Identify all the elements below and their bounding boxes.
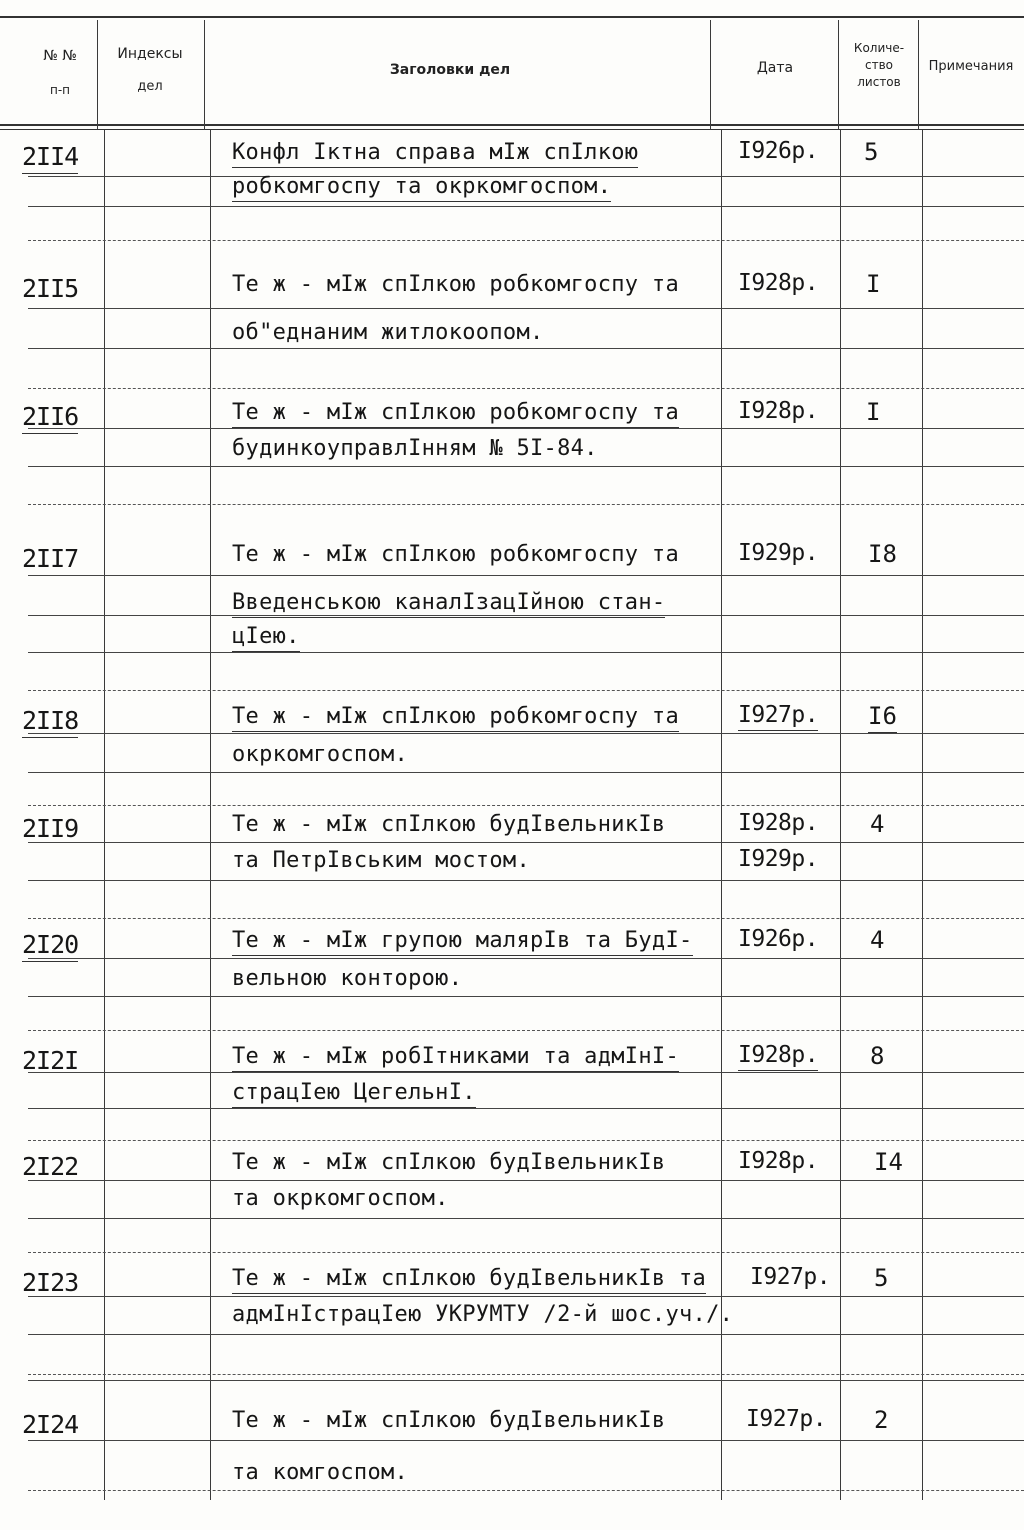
header-bottom-rule	[0, 124, 1024, 126]
row-rule	[28, 575, 1024, 576]
header-bottom-rule-2	[0, 129, 1024, 130]
row-count: I8	[868, 540, 897, 568]
row-date: I928р.	[738, 810, 819, 836]
row-rule	[28, 805, 1024, 806]
row-title-line: Те ж - мIж спIлкою робкомгоспу та	[232, 272, 679, 297]
row-rule	[28, 1252, 1024, 1253]
header-index-top: Индексы	[117, 46, 183, 62]
header-num-top: № №	[43, 48, 77, 64]
row-title-line: робкомгоспу та окркомгоспом.	[232, 174, 611, 202]
row-count: 2	[874, 1406, 889, 1434]
row-number: 2II9	[22, 814, 79, 843]
row-title-line: будинкоуправлIнням № 5I-84.	[232, 436, 598, 461]
row-number: 2II7	[22, 544, 79, 573]
header-top-rule	[0, 16, 1024, 18]
row-date: I928р.	[738, 1148, 819, 1174]
row-rule	[28, 466, 1024, 467]
col-divider-5-header	[918, 20, 919, 130]
row-title-line: Те ж - мIж спIлкою будIвельникIв та	[232, 1266, 706, 1294]
row-rule	[28, 1490, 1024, 1491]
row-count: 5	[874, 1264, 889, 1292]
row-number: 2II6	[22, 402, 78, 434]
row-title-line: об"еднаним житлокоопом.	[232, 320, 544, 345]
header-count-l1: Количе-	[853, 41, 905, 55]
row-number: 2II5	[22, 274, 79, 303]
row-rule	[28, 308, 1024, 309]
row-rule	[28, 1030, 1024, 1031]
row-rule	[28, 958, 1024, 959]
row-date: I927р.	[750, 1264, 831, 1290]
row-rule	[28, 918, 1024, 919]
row-title-line: вельною конторою.	[232, 966, 463, 991]
header-count-l3: листов	[857, 75, 901, 89]
row-date: I926р.	[738, 138, 819, 164]
row-rule	[28, 690, 1024, 691]
row-rule	[28, 1380, 1024, 1381]
row-date: I927р.	[738, 702, 818, 731]
row-rule	[28, 1334, 1024, 1335]
row-rule	[28, 1218, 1024, 1219]
row-number: 2I24	[22, 1410, 79, 1439]
row-count: I6	[868, 702, 897, 733]
col-divider-1-header	[97, 20, 98, 130]
row-rule	[28, 842, 1024, 843]
col-divider-3	[721, 130, 722, 1500]
row-title-line: страцIею ЦегельнI.	[232, 1080, 476, 1108]
row-title-line: Те ж - мIж спIлкою будIвельникIв	[232, 1408, 666, 1433]
header-num-bottom: п-п	[49, 83, 71, 97]
row-title-line: Те ж - мIж спIлкою робкомгоспу та	[232, 542, 679, 567]
row-number: 2I22	[22, 1152, 79, 1181]
row-title-line: та ПетрIвським мостом.	[232, 848, 530, 873]
row-rule	[28, 1296, 1024, 1297]
row-count: 5	[864, 138, 879, 166]
row-rule	[28, 1180, 1024, 1181]
col-divider-2-header	[204, 20, 205, 130]
row-rule	[28, 733, 1024, 734]
row-title-line: Те ж - мIж спIлкою будIвельникIв	[232, 1150, 666, 1175]
row-title-line: окркомгоспом.	[232, 742, 409, 767]
row-number: 2I20	[22, 930, 78, 962]
row-rule	[28, 504, 1024, 505]
row-title-line: Те ж - мIж спIлкою робкомгоспу та	[232, 704, 679, 732]
header-index-bottom: дел	[137, 79, 163, 94]
row-rule	[28, 1072, 1024, 1073]
row-count: I	[866, 270, 881, 298]
col-divider-3-header	[710, 20, 711, 130]
row-date: I926р.	[738, 926, 819, 952]
col-divider-2	[210, 130, 211, 1500]
row-count: 4	[870, 926, 885, 954]
row-rule	[28, 652, 1024, 653]
header-count-l2: ство	[864, 58, 893, 72]
row-rule	[28, 996, 1024, 997]
row-rule	[28, 388, 1024, 389]
row-count: I	[866, 398, 881, 426]
row-title-line: адмIнIстрацIею УКРУМТУ /2-й шос.уч./.	[232, 1302, 734, 1327]
row-count: 8	[870, 1042, 885, 1070]
row-rule	[28, 240, 1024, 241]
row-title-line: Конфл Iктна справа мIж спIлкою	[232, 140, 638, 168]
row-rule	[28, 772, 1024, 773]
row-number: 2II8	[22, 706, 78, 738]
row-date: I929р.	[738, 540, 819, 566]
row-rule	[28, 880, 1024, 881]
row-number: 2I2I	[22, 1046, 79, 1075]
header-title: Заголовки дел	[389, 62, 511, 78]
row-number: 2II4	[22, 142, 78, 174]
row-date-2: I929р.	[738, 846, 819, 872]
col-divider-4-header	[838, 20, 839, 130]
header-notes: Примечания	[928, 59, 1014, 74]
row-title-line: Те ж - мIж спIлкою робкомгоспу та	[232, 400, 679, 428]
row-rule	[28, 1108, 1024, 1109]
row-rule	[28, 1140, 1024, 1141]
row-rule	[28, 1440, 1024, 1441]
row-date: I928р.	[738, 1042, 818, 1071]
row-count: I4	[874, 1148, 903, 1176]
row-rule	[28, 206, 1024, 207]
row-title-line: цIею.	[232, 624, 300, 652]
col-divider-5	[922, 130, 923, 1500]
row-title-line: та окркомгоспом.	[232, 1186, 449, 1211]
row-title-line: та комгоспом.	[232, 1460, 409, 1485]
row-date: I928р.	[738, 270, 819, 296]
row-number: 2I23	[22, 1268, 79, 1297]
row-title-line: Те ж - мIж групою малярIв та БудI-	[232, 928, 693, 956]
row-title-line: Те ж - мIж робIтниками та адмIнI-	[232, 1044, 679, 1072]
row-rule	[28, 1374, 1024, 1375]
row-title-line: Те ж - мIж спIлкою будIвельникIв	[232, 812, 666, 837]
header-date: Дата	[756, 60, 794, 76]
col-divider-1	[104, 130, 105, 1500]
row-count: 4	[870, 810, 885, 838]
row-date: I928р.	[738, 398, 819, 424]
row-date: I927р.	[746, 1406, 827, 1432]
row-rule	[28, 348, 1024, 349]
row-rule	[28, 428, 1024, 429]
col-divider-4	[840, 130, 841, 1500]
row-title-line: Введенською каналIзацIйною стан-	[232, 590, 665, 618]
